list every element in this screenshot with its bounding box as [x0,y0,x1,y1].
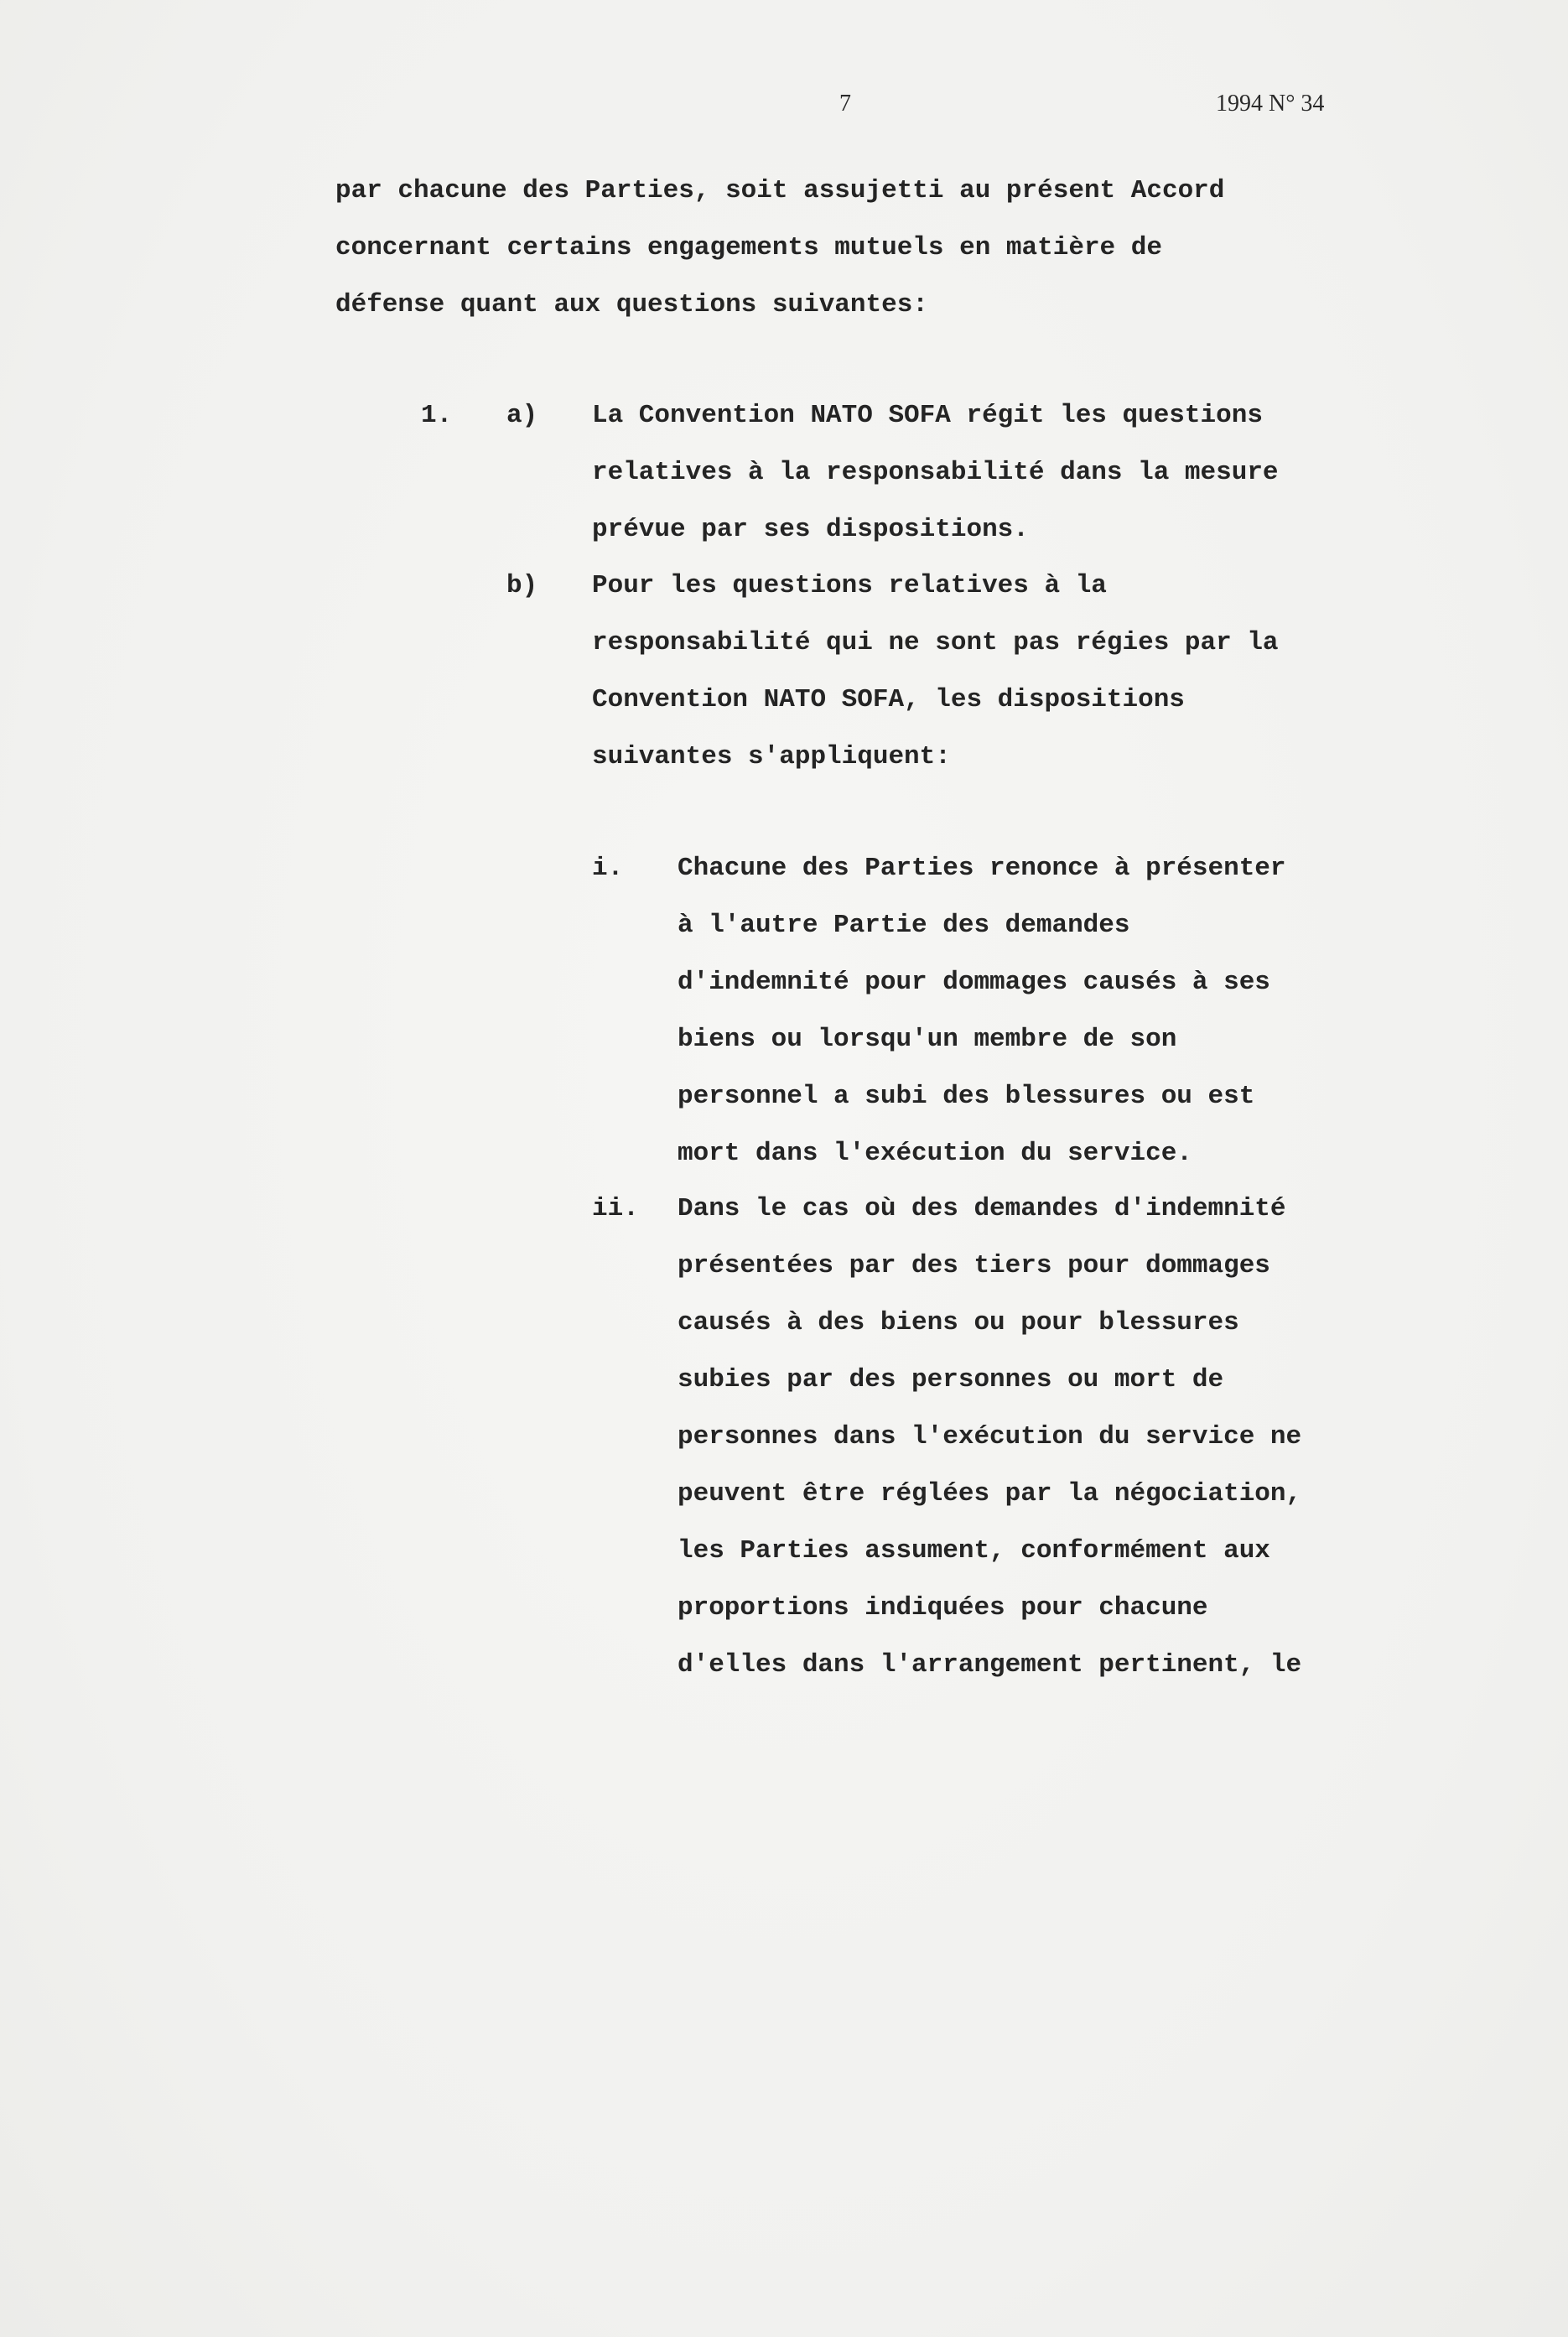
text-line: défense quant aux questions suivantes: [335,290,928,319]
text-line: peuvent être réglées par la négociation, [678,1479,1302,1509]
subitem-a-label: a) [506,401,538,430]
text-line: biens ou lorsqu'un membre de son [678,1025,1177,1054]
text-line: d'indemnité pour dommages causés à ses [678,968,1270,997]
subitem-b-text [592,558,1279,786]
subitem-a-text [592,387,1279,558]
text-line: à l'autre Partie des demandes [678,911,1130,940]
text-line: relatives à la responsabilité dans la mesure [592,458,1279,487]
text-line: proportions indiquées pour chacune [678,1593,1208,1623]
text-line: les Parties assument, conformément aux [678,1536,1270,1566]
text-line: Dans le cas où des demandes d'indemnité [678,1194,1286,1223]
roman-i-text [678,840,1286,1182]
text-line: Pour les questions relatives à la [592,571,1107,600]
text-line: suivantes s'appliquent: [592,742,951,771]
text-line: causés à des biens ou pour blessures [678,1308,1239,1337]
intro-paragraph [335,163,1224,334]
text-line: présentées par des tiers pour dommages [678,1251,1270,1280]
text-line: personnel a subi des blessures ou est [678,1082,1255,1111]
text-line: par chacune des Parties, soit assujetti au présent Accord [335,176,1225,205]
subitem-b-label: b) [506,571,538,600]
text-line: concernant certains engagements mutuels en matière de [335,233,1162,262]
roman-ii-text [678,1181,1301,1694]
text-line: responsabilité qui ne sont pas régies par la [592,628,1279,657]
roman-ii-label: ii. [592,1194,639,1223]
text-line: La Convention NATO SOFA régit les questions [592,401,1263,430]
document-reference: 1994 N° 34 [1216,91,1325,117]
roman-i-label: i. [592,854,624,883]
text-line: mort dans l'exécution du service. [678,1139,1192,1168]
text-line: prévue par ses dispositions. [592,515,1029,544]
item-number: 1. [421,401,453,430]
text-line: Chacune des Parties renonce à présenter [678,854,1286,883]
text-line: d'elles dans l'arrangement pertinent, le [678,1650,1302,1680]
text-line: subies par des personnes ou mort de [678,1365,1224,1394]
text-line: Convention NATO SOFA, les dispositions [592,685,1185,714]
page-number: 7 [839,91,851,117]
text-line: personnes dans l'exécution du service ne [678,1422,1302,1452]
